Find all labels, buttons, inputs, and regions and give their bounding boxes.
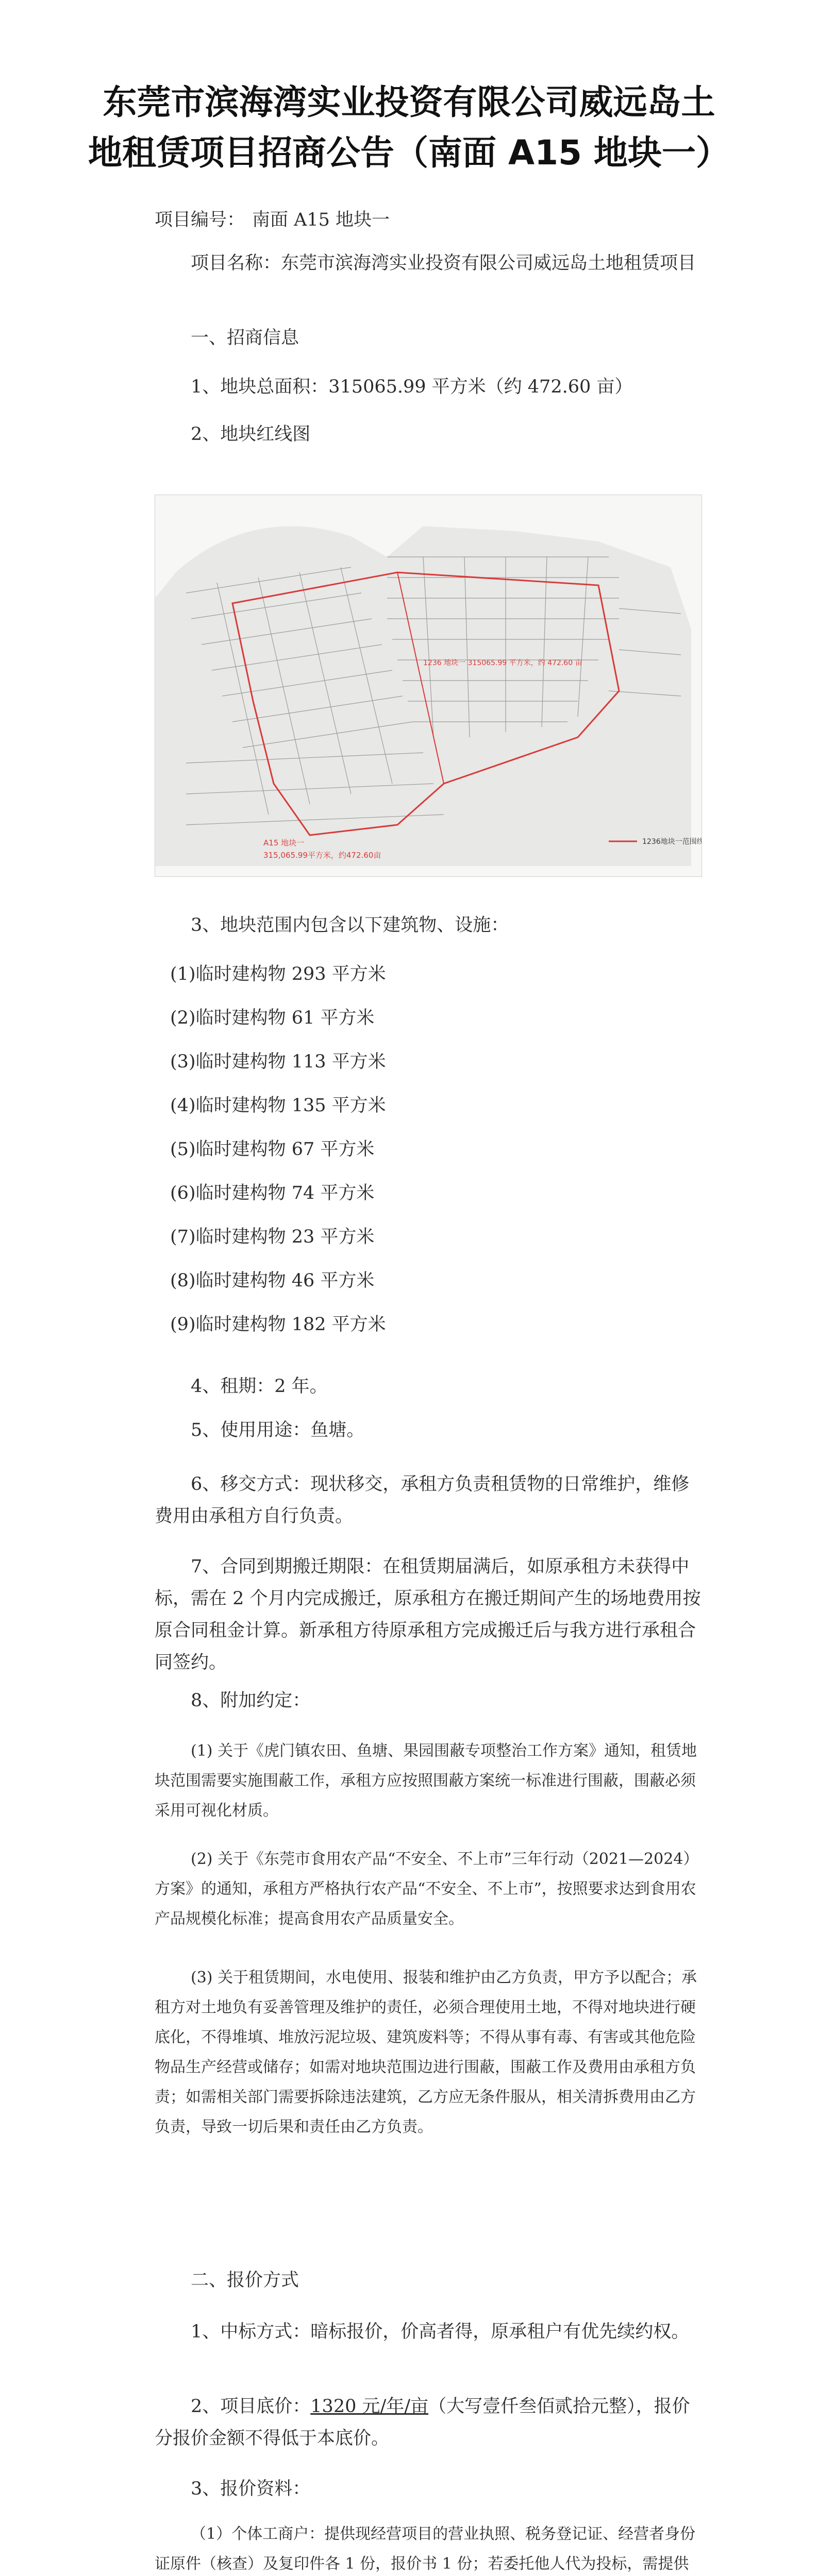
bid-materials-heading: 3、报价资料：: [191, 2479, 311, 2499]
building-6: (6)临时建构物 74 平方米: [170, 1183, 375, 1204]
map-legend: 1236地块一范围线: [642, 838, 702, 846]
building-9: (9)临时建构物 182 平方米: [170, 1314, 386, 1335]
buildings-intro: 3、地块范围内包含以下建筑物、设施：: [191, 915, 509, 936]
usage: 5、使用用途：鱼塘。: [191, 1420, 365, 1440]
building-7: (7)临时建构物 23 平方米: [170, 1227, 375, 1247]
project-number-value: 南面 A15 地块一: [252, 210, 390, 230]
section1-heading: 一、招商信息: [191, 328, 299, 348]
building-4: (4)临时建构物 135 平方米: [170, 1095, 386, 1116]
redline-map: [155, 495, 702, 877]
lease-term: 4、租期：2 年。: [191, 1376, 328, 1397]
relocation-deadline: 7、合同到期搬迁期限：在租赁期届满后，如原承租方未获得中标，需在 2 个月内完成搬迁，原承租方在搬迁期间产生的场地费用按原合同租金计算。新承租方待原承租方完成搬迁后与我方进行承租合同签约。: [155, 1556, 701, 1673]
base-price-value: 1320 元/年/亩: [310, 2396, 429, 2417]
building-5: (5)临时建构物 67 平方米: [170, 1139, 375, 1160]
map-label-upper: 1236 地块一 315065.99 平方米，约 472.60 亩: [423, 659, 582, 667]
building-1: (1)临时建构物 293 平方米: [170, 964, 386, 985]
term-note-3: (3) 关于租赁期间，水电使用、报装和维护由乙方负责，甲方予以配合；承租方对土地负有妥善管理及维护的责任，必须合理使用土地，不得对地块进行硬底化，不得堆填、堆放污泥垃圾、建筑废料等；不得从事有毒、有害或其他危险物品生产经营或储存；如需对地块范围边进行围蔽，围蔽工作及费用由承租方负责；如需相关部门需要拆除违法建筑，乙方应无条件服从，相关清拆费用由乙方负责，导致一切后果和责任由乙方负责。: [155, 1969, 697, 2136]
map-label-lower-2: 315,065.99平方米，约472.60亩: [263, 851, 381, 860]
area-total: 1、地块总面积：315065.99 平方米（约 472.60 亩）: [191, 377, 633, 397]
materials-individual: （1）个体工商户：提供现经营项目的营业执照、税务登记证、经营者身份证原件（核查）及复印件各 1 份，报价书 1 份；若委托他人代为投标，需提供: [155, 2525, 696, 2573]
map-label-lower-1: A15 地块一: [263, 838, 305, 848]
section2-heading: 二、报价方式: [191, 2270, 299, 2291]
building-2: (2)临时建构物 61 平方米: [170, 1008, 375, 1028]
title-line-1: 东莞市滨海湾实业投资有限公司威远岛土: [103, 82, 715, 122]
document-title: [46, 77, 772, 178]
project-name: 项目名称：东莞市滨海湾实业投资有限公司威远岛土地租赁项目: [191, 253, 696, 274]
redline-map-svg: [155, 495, 702, 876]
handover: 6、移交方式：现状移交，承租方负责租赁物的日常维护，维修费用由承租方自行负责。: [155, 1474, 690, 1527]
building-3: (3)临时建构物 113 平方米: [170, 1052, 386, 1072]
term-note-1: (1) 关于《虎门镇农田、鱼塘、果园围蔽专项整治工作方案》通知，租赁地块范围需要实施围蔽工作，承租方应按照围蔽方案统一标准进行围蔽，围蔽必须采用可视化材质。: [155, 1742, 697, 1820]
redline-map-label: 2、地块红线图: [191, 424, 311, 445]
term-note-2: (2) 关于《东莞市食用农产品“不安全、不上市”三年行动（2021—2024）方案》的通知，承租方严格执行农产品“不安全、不上市”，按照要求达到食用农产品规模化标准；提高食用农产品质量安全。: [155, 1850, 699, 1928]
additional-terms-label: 8、附加约定：: [191, 1690, 311, 1711]
base-price-label: 2、项目底价：: [191, 2396, 311, 2417]
base-price: [155, 2391, 701, 2454]
base-price-note: （大写壹仟叁佰贰拾元整），报价分报价金额不得低于本底价。: [155, 2396, 690, 2449]
bid-method: 1、中标方式：暗标报价，价高者得，原承租户有优先续约权。: [191, 2321, 690, 2342]
project-number-row: [155, 200, 701, 237]
title-line-2: 地租赁项目招商公告（南面 A15 地块一）: [88, 133, 730, 173]
building-8: (8)临时建构物 46 平方米: [170, 1270, 375, 1291]
project-number-label: 项目编号：: [155, 210, 245, 230]
